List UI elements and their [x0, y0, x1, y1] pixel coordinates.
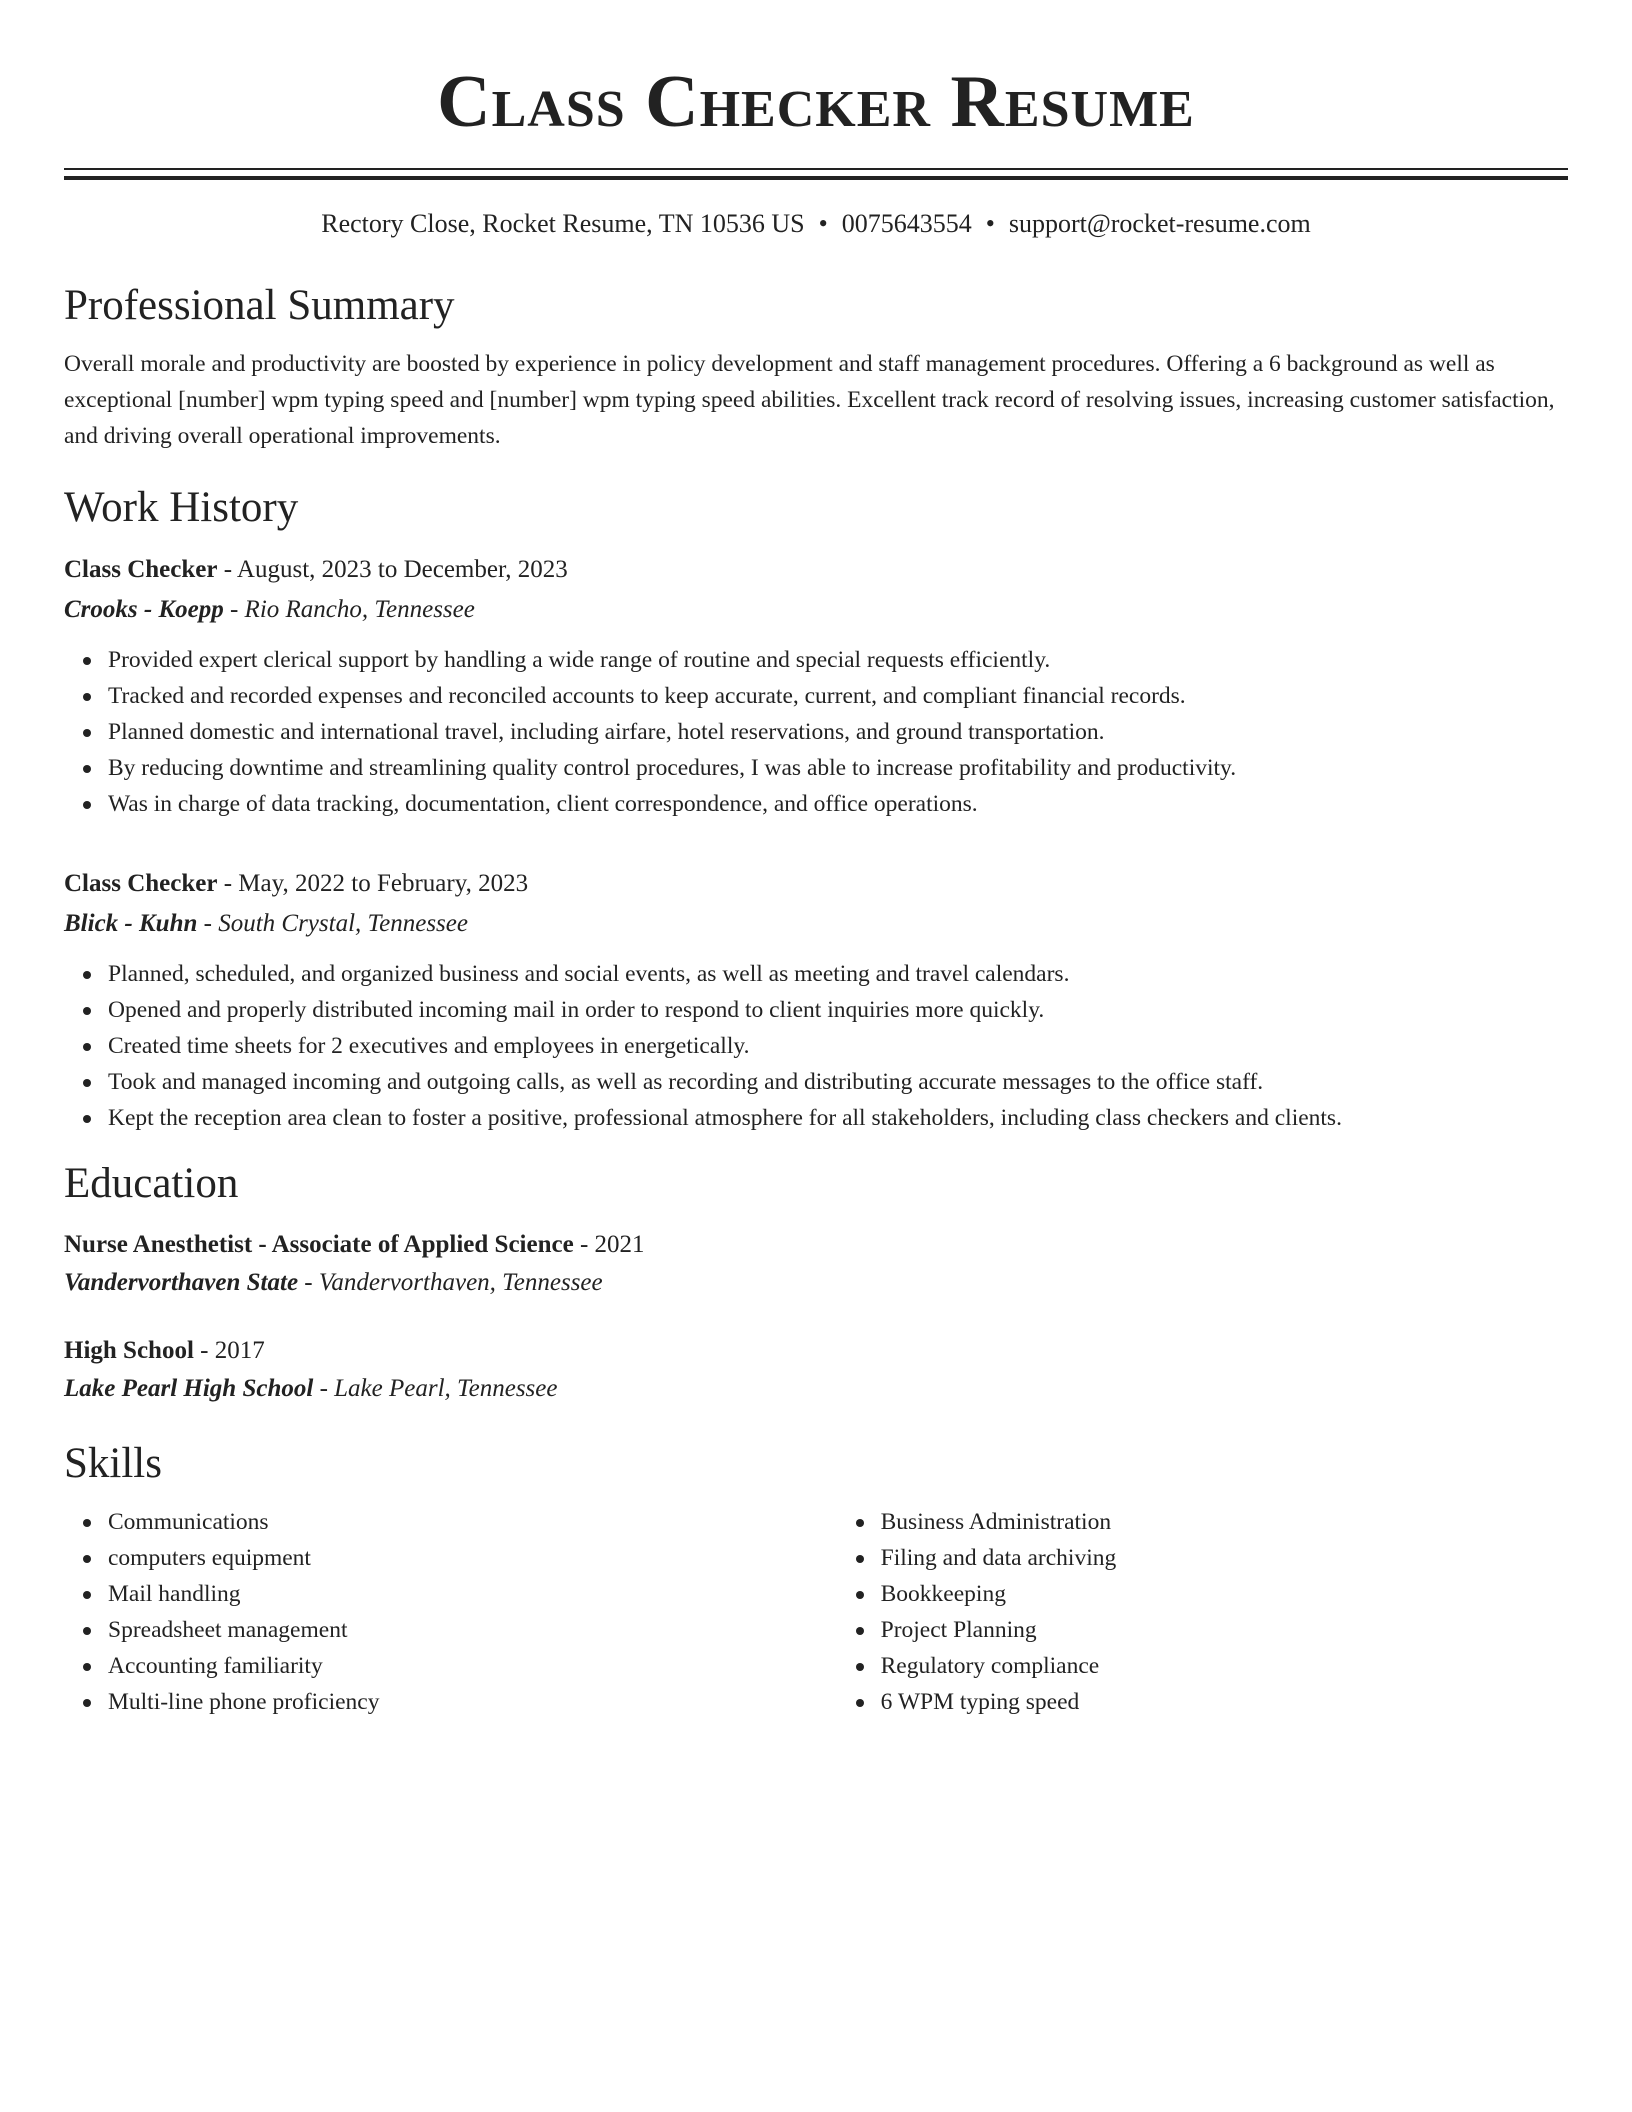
skills-list-right [837, 1504, 1568, 1720]
job-dates: - August, 2023 to December, 2023 [217, 556, 568, 583]
skill-item: computers equipment [108, 1545, 311, 1571]
job-duties-list [64, 956, 1568, 1136]
section-heading-summary: Professional Summary [64, 282, 455, 329]
bullet-dot [83, 1555, 91, 1563]
list-item [108, 1064, 1568, 1100]
skill-item: Business Administration [880, 1509, 1112, 1535]
summary-paragraph: Overall morale and productivity are boosted by experience in policy development and staff management procedures. Offering a 6 background as well as exceptional [number] wpm typing speed and [number] wpm typing speed abilities. Excellent track record of resolving issues, increasing customer satisfaction, and driving overall operational improvements. [64, 351, 1555, 449]
job-location: - Rio Rancho, Tennessee [223, 596, 475, 623]
job-duty: Took and managed incoming and outgoing calls, as well as recording and distributing accurate messages to the office staff. [108, 1069, 1264, 1095]
bullet-dot [856, 1591, 864, 1599]
bullet-dot [856, 1627, 864, 1635]
bullet-separator: • [985, 209, 995, 238]
education-school-line [64, 1370, 1568, 1408]
skill-item: Project Planning [880, 1617, 1037, 1643]
job-company: Blick - Kuhn [64, 910, 198, 937]
contact-line [64, 208, 1568, 240]
job-title-line [64, 864, 1568, 904]
education-school: Lake Pearl High School [64, 1375, 314, 1402]
contact-email: support@rocket-resume.com [1008, 209, 1311, 238]
education-year: - 2017 [193, 1337, 265, 1364]
education-school-line [64, 1264, 1568, 1302]
job-entry [64, 864, 1568, 1136]
job-duty: Opened and properly distributed incoming mail in order to respond to client inquiries more quickly. [108, 997, 1045, 1023]
list-item [108, 678, 1568, 714]
bullet-dot [83, 693, 91, 701]
bullet-dot [856, 1699, 864, 1707]
bullet-dot [83, 1043, 91, 1051]
list-item [108, 1612, 837, 1648]
bullet-dot [83, 1699, 91, 1707]
bullet-dot [83, 1663, 91, 1671]
skill-item: Filing and data archiving [880, 1545, 1117, 1571]
job-duty: By reducing downtime and streamlining quality control procedures, I was able to increase profitability and productivity. [108, 755, 1237, 781]
bullet-dot [83, 765, 91, 773]
skill-item: Bookkeeping [880, 1581, 1006, 1607]
job-duty: Tracked and recorded expenses and reconciled accounts to keep accurate, current, and compliant financial records. [108, 683, 1186, 709]
list-item [881, 1612, 1568, 1648]
skill-item: Accounting familiarity [108, 1653, 323, 1679]
list-item [108, 1100, 1568, 1136]
education-location: - Vandervorthaven, Tennessee [298, 1269, 603, 1296]
list-item [108, 1684, 837, 1720]
job-duty: Was in charge of data tracking, documentation, client correspondence, and office operations. [108, 791, 978, 817]
bullet-dot [83, 971, 91, 979]
job-duties-list [64, 642, 1568, 822]
bullet-dot [83, 1519, 91, 1527]
bullet-dot [856, 1519, 864, 1527]
bullet-dot [83, 1115, 91, 1123]
list-item [881, 1648, 1568, 1684]
contact-address: Rectory Close, Rocket Resume, TN 10536 US [321, 209, 805, 238]
bullet-dot [83, 1591, 91, 1599]
list-item [881, 1504, 1568, 1540]
skill-item: Regulatory compliance [880, 1653, 1100, 1679]
job-entry [64, 550, 1568, 822]
job-company-line [64, 590, 1568, 630]
title-divider-thin [64, 168, 1568, 170]
bullet-dot [83, 1627, 91, 1635]
job-title: Class Checker [64, 870, 218, 897]
list-item [108, 1504, 837, 1540]
skill-item: 6 WPM typing speed [880, 1689, 1080, 1715]
job-duty: Created time sheets for 2 executives and employees in energetically. [108, 1033, 750, 1059]
list-item [108, 1028, 1568, 1064]
list-item [108, 992, 1568, 1028]
list-item [108, 750, 1568, 786]
skills-list-left [64, 1504, 837, 1720]
job-dates: - May, 2022 to February, 2023 [217, 870, 529, 897]
section-heading-education: Education [64, 1160, 239, 1207]
skill-item: Multi-line phone proficiency [108, 1689, 380, 1715]
bullet-dot [83, 729, 91, 737]
job-company: Crooks - Koepp [64, 596, 224, 623]
skill-item: Spreadsheet management [108, 1617, 348, 1643]
skill-item: Communications [108, 1509, 269, 1535]
bullet-dot [856, 1663, 864, 1671]
section-heading-work-history: Work History [64, 484, 299, 531]
contact-phone: 0075643554 [841, 209, 972, 238]
education-degree-line [64, 1226, 1568, 1264]
education-entry [64, 1332, 1568, 1408]
section-heading-skills: Skills [64, 1440, 162, 1487]
education-entry [64, 1226, 1568, 1302]
list-item [108, 714, 1568, 750]
education-year: - 2021 [573, 1231, 645, 1258]
list-item [108, 956, 1568, 992]
education-location: - Lake Pearl, Tennessee [313, 1375, 558, 1402]
bullet-dot [83, 657, 91, 665]
education-degree: High School [64, 1337, 194, 1364]
job-duty: Planned, scheduled, and organized business and social events, as well as meeting and travel calendars. [108, 961, 1070, 987]
bullet-separator: • [818, 209, 828, 238]
job-company-line [64, 904, 1568, 944]
job-duty: Kept the reception area clean to foster a positive, professional atmosphere for all stakeholders, including class checkers and clients. [108, 1105, 1342, 1131]
bullet-dot [83, 1079, 91, 1087]
list-item [108, 786, 1568, 822]
education-degree-line [64, 1332, 1568, 1370]
list-item [108, 1540, 837, 1576]
education-degree: Nurse Anesthetist - Associate of Applied Science [64, 1231, 574, 1258]
job-title: Class Checker [64, 556, 218, 583]
bullet-dot [83, 801, 91, 809]
education-school: Vandervorthaven State [64, 1269, 299, 1296]
job-title-line [64, 550, 1568, 590]
list-item [881, 1576, 1568, 1612]
job-location: - South Crystal, Tennessee [197, 910, 468, 937]
job-duty: Provided expert clerical support by handling a wide range of routine and special requests efficiently. [108, 647, 1051, 673]
list-item [108, 1648, 837, 1684]
list-item [108, 642, 1568, 678]
list-item [881, 1540, 1568, 1576]
list-item [108, 1576, 837, 1612]
bullet-dot [856, 1555, 864, 1563]
skill-item: Mail handling [108, 1581, 241, 1607]
resume-title: Class Checker Resume [437, 61, 1195, 143]
list-item [881, 1684, 1568, 1720]
bullet-dot [83, 1007, 91, 1015]
title-divider-thick [64, 176, 1568, 180]
job-duty: Planned domestic and international travel, including airfare, hotel reservations, and ground transportation. [108, 719, 1105, 745]
skills-columns [64, 1504, 1568, 1720]
